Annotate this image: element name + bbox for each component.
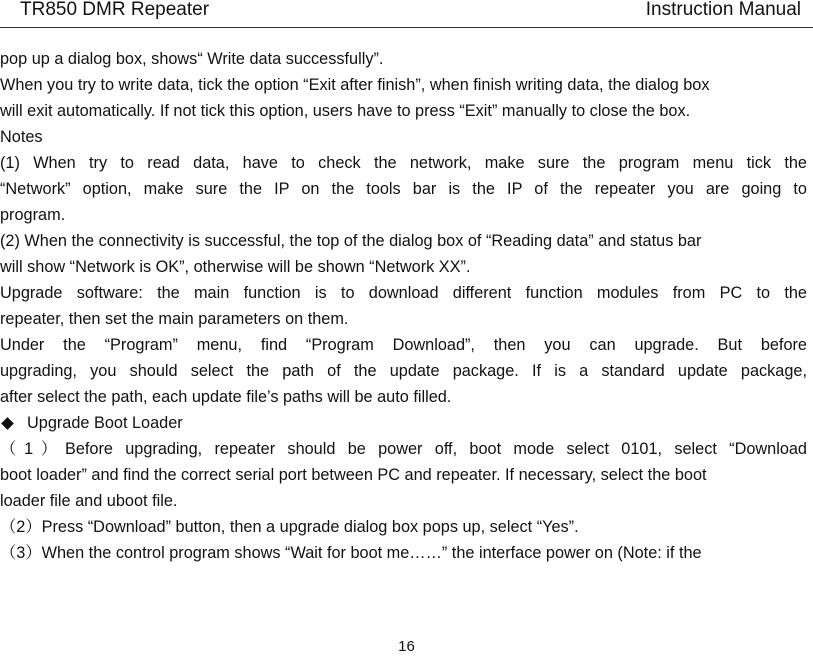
diamond-bullet-icon	[1, 417, 14, 430]
bullet-item	[0, 410, 807, 436]
paragraph-line: repeater, then set the main parameters on them.	[0, 310, 349, 328]
paragraph-line: Upgrade software: the main function is to download different function modules from PC to the	[0, 284, 807, 302]
paragraph-line: （1）Before upgrading, repeater should be power off, boot mode select 0101, select “Download	[0, 440, 807, 458]
notes-heading: Notes	[0, 128, 43, 146]
paragraph-line: upgrading, you should select the path of the update package. If is a standard update package,	[0, 362, 807, 380]
paragraph-line: loader file and uboot file.	[0, 492, 178, 510]
paragraph-line: will show “Network is OK”, otherwise will be shown “Network XX”.	[0, 258, 471, 276]
paragraph-line: “Network” option, make sure the IP on the tools bar is the IP of the repeater you are going to	[0, 180, 807, 198]
header-title: TR850 DMR Repeater	[20, 0, 210, 20]
page-number: 16	[398, 638, 415, 655]
paragraph-line: Under the “Program” menu, find “Program Download”, then you can upgrade. But before	[0, 336, 807, 354]
paragraph-line: When you try to write data, tick the option “Exit after finish”, when finish writing data, the dialog box	[0, 76, 710, 94]
paragraph-line: program.	[0, 206, 66, 224]
paragraph-line: will exit automatically. If not tick this option, users have to press “Exit” manually to close the box.	[0, 102, 691, 120]
bullet-item-label: Upgrade Boot Loader	[27, 414, 183, 432]
paragraph-line: pop up a dialog box, shows“ Write data successfully”.	[0, 50, 384, 68]
paragraph-line: （3）When the control program shows “Wait for boot me……” the interface power on (Note: if the	[0, 544, 702, 562]
paragraph-line: （2）Press “Download” button, then a upgrade dialog box pops up, select “Yes”.	[0, 518, 579, 536]
page-header	[0, 0, 813, 28]
paragraph-line: (1) When try to read data, have to check the network, make sure the program menu tick the	[0, 154, 807, 172]
paragraph-line: (2) When the connectivity is successful, the top of the dialog box of “Reading data” and status bar	[0, 232, 702, 250]
header-manual-label: Instruction Manual	[645, 0, 801, 20]
document-body	[0, 46, 807, 566]
paragraph-line: boot loader” and find the correct serial port between PC and repeater. If necessary, select the boot	[0, 466, 707, 484]
paragraph-line: after select the path, each update file’s paths will be auto filled.	[0, 388, 452, 406]
